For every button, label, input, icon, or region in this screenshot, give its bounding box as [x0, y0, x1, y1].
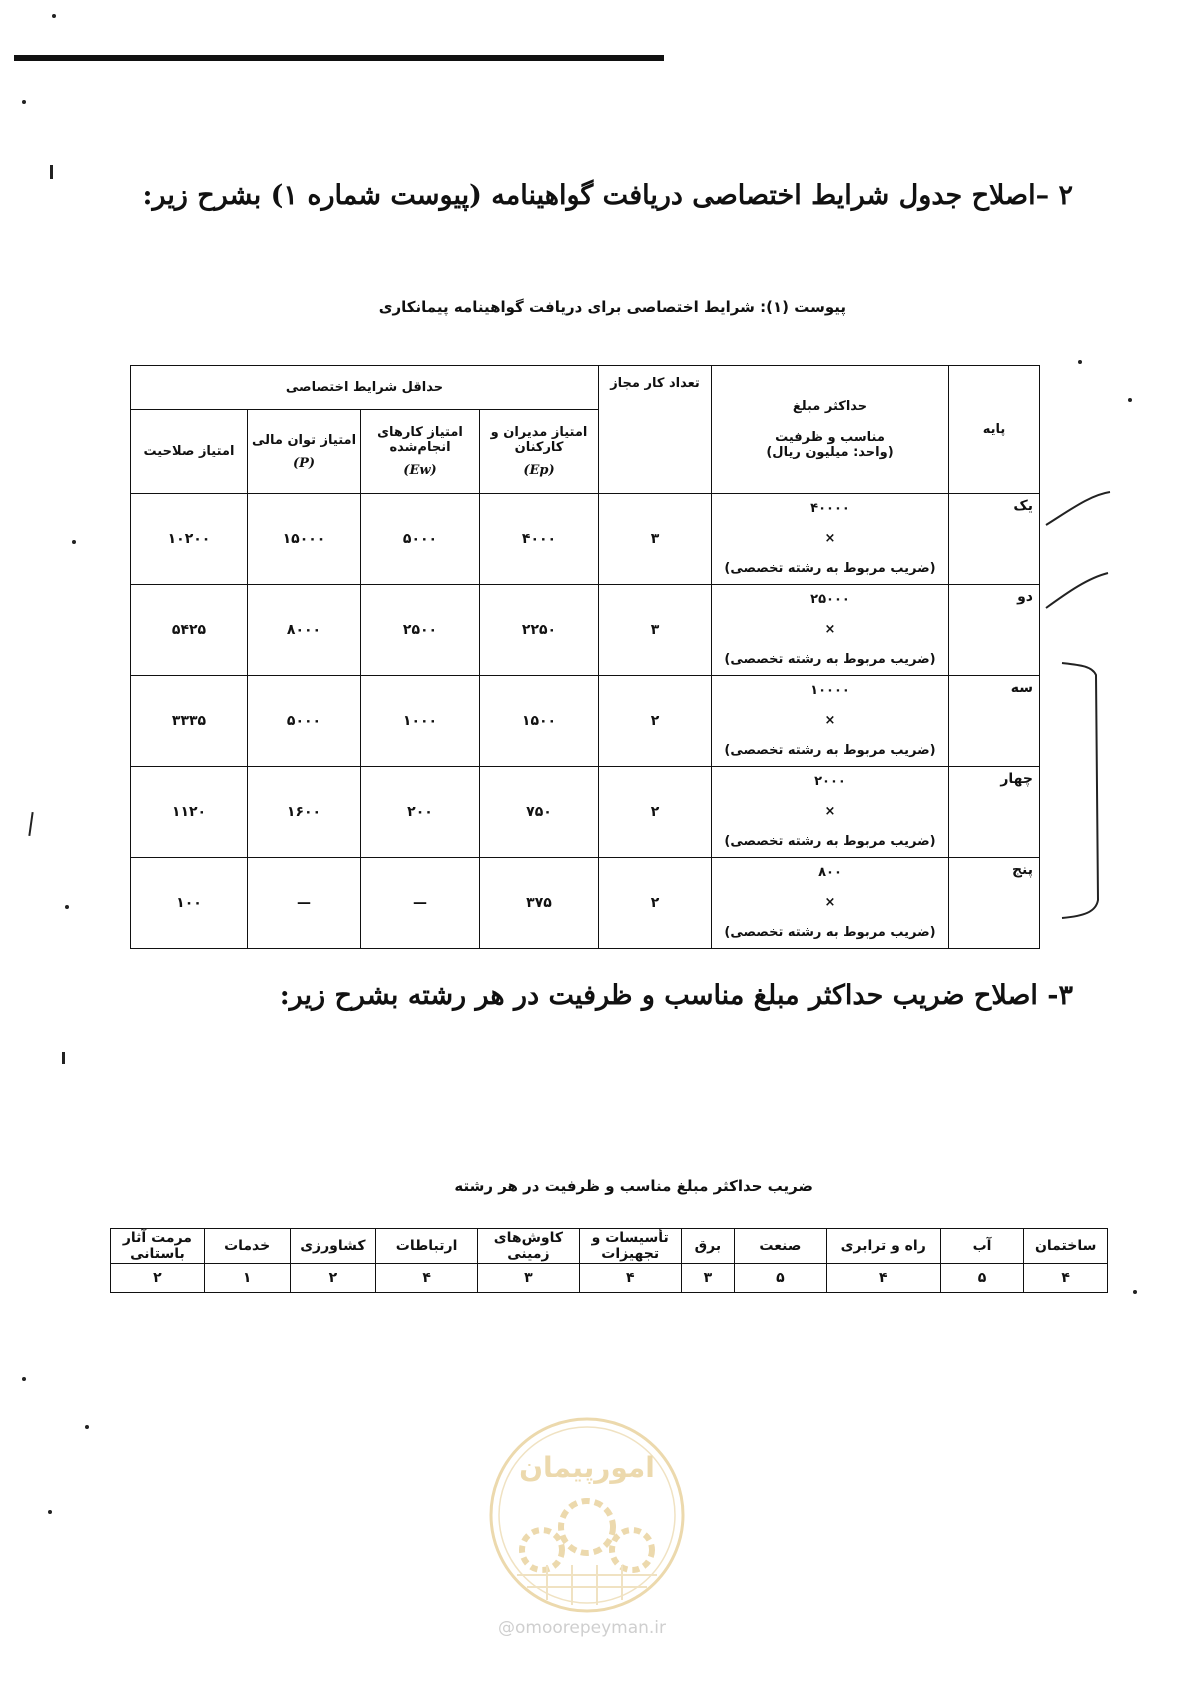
header-max-amount — [712, 366, 949, 494]
competence-cell: ۵۴۲۵ — [131, 585, 248, 676]
field-value-cell: ۲ — [111, 1264, 205, 1293]
coefficient-note: (ضریب مربوط به رشته تخصصی) — [724, 925, 936, 940]
field-name-cell: خدمات — [204, 1229, 290, 1264]
check-mark-row2 — [1046, 573, 1108, 608]
scan-speck — [48, 1510, 52, 1514]
header-allowed-jobs: تعداد کار مجاز — [599, 366, 712, 494]
managers-cell: ۳۷۵ — [480, 858, 599, 949]
top-scan-bar — [14, 55, 664, 61]
field-coefficient-table — [110, 1228, 1108, 1293]
amount-cell — [712, 585, 949, 676]
section-3-title: ۳- اصلاح ضریب حداکثر مبلغ مناسب و ظرفیت در هر رشته بشرح زیر: — [279, 980, 1073, 1011]
table-row — [131, 676, 1040, 767]
amount-value: ۲۵۰۰۰ — [810, 592, 850, 607]
header-max-amount-title: حداکثر مبلغ — [792, 399, 868, 414]
amount-value: ۴۰۰۰۰ — [810, 501, 850, 516]
field-name-cell: مرمت آثار باستانی — [111, 1229, 205, 1264]
header-financial-label: امتیاز توان مالی — [251, 432, 357, 448]
field-name-cell: ساختمان — [1024, 1229, 1108, 1264]
competence-cell: ۱۰۲۰۰ — [131, 494, 248, 585]
header-works-score — [361, 410, 480, 494]
amount-cell — [712, 767, 949, 858]
table-2-caption: ضریب حداکثر مبلغ مناسب و ظرفیت در هر رشته — [454, 1177, 813, 1195]
base-cell: یک — [949, 494, 1040, 585]
times-sign: × — [824, 531, 836, 546]
field-name-cell: ارتباطات — [376, 1229, 478, 1264]
jobs-cell: ۳ — [599, 494, 712, 585]
field-value-cell: ۵ — [735, 1264, 827, 1293]
works-cell: — — [361, 858, 480, 949]
handwritten-marks — [1040, 480, 1150, 940]
amount-value: ۲۰۰۰ — [814, 774, 846, 789]
field-value-cell: ۱ — [204, 1264, 290, 1293]
field-value-cell: ۲ — [290, 1264, 376, 1293]
base-cell: دو — [949, 585, 1040, 676]
scan-speck — [22, 100, 26, 104]
header-competence-score: امتیاز صلاحیت — [131, 410, 248, 494]
works-cell: ۲۰۰ — [361, 767, 480, 858]
jobs-cell: ۳ — [599, 585, 712, 676]
watermark-logo — [487, 1415, 687, 1615]
times-sign: × — [824, 895, 836, 910]
table-row — [131, 585, 1040, 676]
field-name-cell: کاوش‌های زمینی — [478, 1229, 580, 1264]
financial-cell: ۱۶۰۰ — [248, 767, 361, 858]
check-mark-row1 — [1046, 492, 1110, 525]
table-row — [131, 858, 1040, 949]
times-sign: × — [824, 804, 836, 819]
jobs-cell: ۲ — [599, 676, 712, 767]
field-value-cell: ۳ — [478, 1264, 580, 1293]
field-name-cell: برق — [681, 1229, 734, 1264]
scan-speck — [22, 1377, 26, 1381]
financial-cell: ۸۰۰۰ — [248, 585, 361, 676]
field-name-cell: کشاورزی — [290, 1229, 376, 1264]
managers-cell: ۲۲۵۰ — [480, 585, 599, 676]
financial-cell: ۱۵۰۰۰ — [248, 494, 361, 585]
scan-speck — [1133, 1290, 1137, 1294]
table-row — [131, 767, 1040, 858]
header-managers-label: امتیاز مدیران و کارکنان — [490, 425, 588, 455]
jobs-cell: ۲ — [599, 858, 712, 949]
section-2-title: ۲ –اصلاح جدول شرایط اختصاصی دریافت گواهینامه (پیوست شماره ۱) بشرح زیر: — [142, 180, 1073, 211]
works-cell: ۵۰۰۰ — [361, 494, 480, 585]
coefficient-note: (ضریب مربوط به رشته تخصصی) — [724, 561, 936, 576]
header-managers-symbol: (Ep) — [523, 463, 555, 478]
header-works-label: امتیاز کارهای انجام‌شده — [377, 425, 463, 455]
base-cell: سه — [949, 676, 1040, 767]
header-works-symbol: (Ew) — [403, 463, 437, 478]
header-max-amount-sub: مناسب و ظرفیت — [775, 430, 885, 445]
competence-cell: ۱۱۲۰ — [131, 767, 248, 858]
field-value-cell: ۴ — [579, 1264, 681, 1293]
gear-icon — [522, 1501, 652, 1570]
field-value-cell: ۴ — [1024, 1264, 1108, 1293]
certificate-conditions-table — [130, 365, 1040, 949]
financial-cell: — — [248, 858, 361, 949]
scan-speck — [52, 14, 56, 18]
field-name-cell: آب — [940, 1229, 1024, 1264]
table-1-caption: پیوست (۱): شرایط اختصاصی برای دریافت گواهینامه پیمانکاری — [378, 298, 846, 316]
field-name-cell: راه و ترابری — [826, 1229, 940, 1264]
works-cell: ۱۰۰۰ — [361, 676, 480, 767]
field-values-row — [111, 1264, 1108, 1293]
amount-cell — [712, 676, 949, 767]
header-base: پایه — [949, 366, 1040, 494]
managers-cell: ۱۵۰۰ — [480, 676, 599, 767]
amount-value: ۸۰۰ — [818, 865, 842, 880]
watermark-site: @omoorepeyman.ir — [498, 1618, 667, 1638]
amount-value: ۱۰۰۰۰ — [810, 683, 850, 698]
watermark-logo-text: امورپیمان — [519, 1451, 655, 1484]
header-financial-symbol: (P) — [292, 455, 316, 471]
managers-cell: ۷۵۰ — [480, 767, 599, 858]
financial-cell: ۵۰۰۰ — [248, 676, 361, 767]
coefficient-note: (ضریب مربوط به رشته تخصصی) — [724, 834, 936, 849]
scan-tick — [50, 165, 53, 179]
coefficient-note: (ضریب مربوط به رشته تخصصی) — [724, 652, 936, 667]
field-value-cell: ۵ — [940, 1264, 1024, 1293]
scan-tick — [62, 1052, 65, 1064]
scan-speck — [72, 540, 76, 544]
managers-cell: ۴۰۰۰ — [480, 494, 599, 585]
scan-speck — [85, 1425, 89, 1429]
competence-cell: ۱۰۰ — [131, 858, 248, 949]
field-names-row — [111, 1229, 1108, 1264]
works-cell: ۲۵۰۰ — [361, 585, 480, 676]
header-financial-score — [248, 410, 361, 494]
amount-cell — [712, 494, 949, 585]
header-max-amount-unit: (واحد: میلیون ریال) — [766, 445, 894, 460]
scan-tick — [28, 812, 33, 836]
field-value-cell: ۴ — [376, 1264, 478, 1293]
field-name-cell: تأسیسات و تجهیزات — [579, 1229, 681, 1264]
header-min-conditions: حداقل شرایط اختصاصی — [131, 366, 599, 410]
field-value-cell: ۳ — [681, 1264, 734, 1293]
scan-speck — [65, 905, 69, 909]
coefficient-note: (ضریب مربوط به رشته تخصصی) — [724, 743, 936, 758]
amount-cell — [712, 858, 949, 949]
jobs-cell: ۲ — [599, 767, 712, 858]
scan-speck — [1078, 360, 1082, 364]
bracket-mark — [1062, 663, 1098, 918]
scan-speck — [1128, 398, 1132, 402]
competence-cell: ۳۳۳۵ — [131, 676, 248, 767]
header-managers-score — [480, 410, 599, 494]
times-sign: × — [824, 713, 836, 728]
base-cell: پنج — [949, 858, 1040, 949]
field-value-cell: ۴ — [826, 1264, 940, 1293]
times-sign: × — [824, 622, 836, 637]
base-cell: چهار — [949, 767, 1040, 858]
field-name-cell: صنعت — [735, 1229, 827, 1264]
table-row — [131, 494, 1040, 585]
